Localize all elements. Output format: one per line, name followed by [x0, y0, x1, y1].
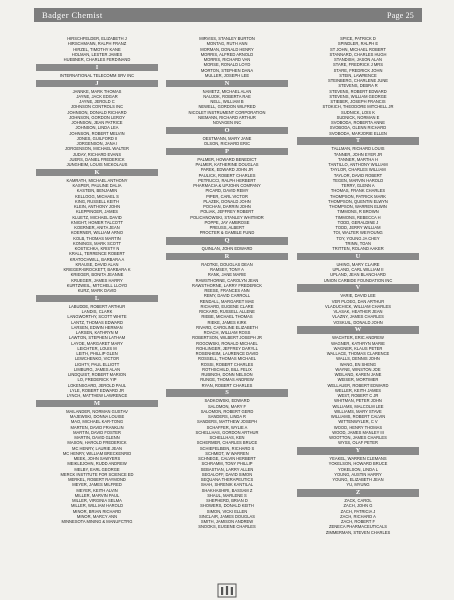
donor-name: ZENECA PHARMACEUTICALS: [328, 524, 387, 530]
donor-name: STANNARD, CHARLES HUGH: [329, 51, 387, 57]
donor-name: VER PLOEG, DAN ARTHUR: [331, 298, 385, 304]
donor-name: STEINBERG, CHARLENE JUNE: [327, 78, 389, 83]
donor-name: KASTEIN, BENJAMIN: [76, 188, 118, 194]
donor-name: KLEIN, ANTHONY JOHN: [73, 204, 121, 209]
donor-name: ST JOHN, MICHAEL ROBERT: [330, 46, 386, 52]
donor-name: JOHNSON, GORDON LEROY: [69, 114, 125, 120]
donor-name: LEWCHENKO, VICTOR: [74, 356, 120, 362]
donor-name: TEGEN, MARVIN HAROLD: [332, 177, 384, 183]
donor-name: SHEPHERD, BRIAN D: [206, 498, 248, 503]
donor-name: MC HENRY, WILLIAM BRECKENRID: [62, 450, 132, 456]
page-header: [34, 8, 422, 22]
donor-name: MINOR, MARCY ANN: [76, 513, 118, 519]
donor-name: YEAKEL, WARREN CLEMANS: [329, 456, 387, 461]
donor-name: MAO, MICHAEL KAR-TONG: [70, 419, 124, 425]
donor-name: WAYNE, WINSTON JOE: [335, 366, 381, 372]
donor-name: ROSSELL, THOMAS MICHAEL: [198, 356, 256, 362]
donor-name: SADKOWSKI, EDWARD: [204, 398, 250, 404]
donor-name: SHAKHASHIRI, BASSAM Z: [201, 487, 253, 493]
donor-name: MAILANDER, NORMAN GUSTAV: [66, 408, 128, 414]
donor-name: STEIN, LAWRENCE: [339, 72, 377, 78]
donor-name: SVOBODA, GLENN RICHARD: [329, 125, 387, 131]
donor-name: SVOBODA, MARJORIE ELLEN: [329, 130, 387, 136]
donor-name: PLAZEK, DONALD JOHN: [203, 198, 251, 204]
donor-name: SPICE, PATRICK D: [340, 36, 376, 41]
donor-name: LANTZ, THOMAS EDWARD: [71, 319, 123, 325]
donor-name: RICKARD, RUSSELL ALLENE: [199, 309, 255, 314]
donor-name: LARSEN, EDWIN HERMAN: [71, 324, 123, 330]
donor-name: WAGNER, KLAUS PETER: [333, 345, 383, 351]
donor-name: MARTEN, DAVID FRANKLIN: [70, 424, 124, 430]
donor-name: YOKELSON, LINDA L: [337, 466, 379, 472]
donor-name: JAYNE, JACK EDGAR: [76, 93, 118, 99]
donor-name: WOOTTON, JAMES CHARLES: [329, 435, 387, 440]
donor-name: MILLER, VIRGINIA SELMA: [72, 498, 122, 503]
donor-name: NOVAGEN INC: [212, 120, 242, 125]
donor-name: SVOBODA, ROBERTA ANNE: [331, 120, 385, 125]
donor-name: PIPER, CARL VICTOR: [206, 193, 248, 199]
donor-name: WILLIAMS, MARY STAVE: [334, 408, 382, 414]
donor-name: ROHLINGER, JEFFREY DARYLL: [196, 345, 258, 351]
donor-name: RAWSTHORNE, LARRY FREDERICK: [192, 282, 262, 288]
letter-heading: I: [36, 64, 158, 72]
donor-name: JONES, GUILFORD II: [76, 135, 118, 141]
donor-name: SCHRAMM, TONY PHILLIP: [201, 461, 253, 467]
donor-name: WALLS, DENNIS JOHN: [336, 356, 380, 362]
donor-name: MEYER, JAMES MILFRED: [72, 482, 122, 488]
donor-name: PICARD, DAVID REMY: [205, 188, 249, 194]
letter-heading: U: [297, 253, 419, 261]
letter-heading: J: [36, 80, 158, 88]
donor-name: ZACH, ROBERT F: [341, 519, 375, 524]
letter-heading: M: [36, 400, 158, 408]
letter-heading: P: [166, 148, 288, 156]
donor-name: YU, MYUNG: [346, 482, 370, 488]
donor-name: HIRSCHFELDER, ELIZABETH J: [67, 36, 127, 41]
donor-name: MARTIN, DAVID GLENN: [74, 435, 120, 440]
donor-name: SCHMIDT, W WARREN: [205, 450, 249, 456]
donor-name: REMY, DAVID CARROLL: [203, 293, 251, 299]
donor-name: STEVENS, ROBERT EDWARD: [329, 88, 387, 94]
donor-name: LYLE, ROBERT EDWARD JR: [69, 387, 125, 393]
letter-heading: Z: [297, 489, 419, 497]
donor-name: MULLER, JOSEPH LEE: [204, 72, 250, 78]
donor-name: SMITH, JAMISON ANDREW: [200, 519, 254, 524]
donor-name: KRIEGER-BROCKETT, BARBARA K: [63, 267, 131, 272]
donor-name: MARTIN, DAVID FOSTER: [73, 429, 121, 435]
donor-name: RIEBE, MICHAEL THOMAS: [201, 314, 253, 320]
donor-name: ROSENHEIM, LAURENCE DAVID: [195, 351, 259, 356]
donor-name: LINDQUIST, ROBERT MARION: [67, 372, 127, 377]
donor-name: MORMAN, DONALD HENRY: [200, 46, 254, 52]
donor-name: MINOR, BRIAN RICHARD: [72, 508, 122, 514]
donor-name: TAYLOR, DAVID ROBERT: [333, 172, 383, 178]
donor-name: JAYNE, JEROLD C: [79, 99, 115, 104]
donor-name: SEGALOFF, DAVID SIMON: [201, 471, 253, 477]
donor-name: NELL, WILLIAM B: [210, 99, 244, 104]
donor-name: SNOOKS, EUGENE CHARLES: [198, 524, 256, 530]
donor-name: LABUDDE, ROBERT ARTHUR: [68, 303, 126, 309]
donor-name: LAWTON, STEPHEN LATHAM: [68, 335, 126, 341]
donor-name: MILLER, WILLIAM HAROLD: [70, 503, 124, 509]
donor-name: RANK, JANE MARIE: [207, 272, 247, 278]
donor-name: VLADUCHICK, WILLIAM CHARLES: [325, 303, 391, 309]
donor-name: SINCLAIR, JAMES DOUGLAS: [199, 513, 255, 519]
donor-name: PAULICK, ROBERT CHARLES: [198, 172, 256, 178]
letter-heading: S: [166, 389, 288, 397]
donor-name: ROACH, WILLIAM ROSS: [203, 330, 251, 335]
donor-name: HUEBNER, CHARLES FERDINAND: [63, 57, 131, 62]
donor-name: TODD, JERRY WILLIAM: [335, 225, 381, 230]
donor-name: LIMBURG, JAMES ALAN: [73, 366, 121, 372]
donor-name: MC HENRY, LAURIE JEAN: [72, 445, 122, 451]
donor-name: TANNER, MARTHA H: [338, 156, 378, 162]
donor-name: RUBINOH, DONN NELSON: [201, 372, 253, 377]
donor-name: WALLACE, THOMAS CLARENCE: [326, 351, 390, 356]
donor-name: QUINLAN, JOHN EDWARD: [201, 246, 253, 251]
donor-name: POPPE, JAY AMBROSE: [204, 219, 250, 225]
donor-name: JOHNSON, LINDA LEA: [75, 125, 119, 131]
donor-name: WILLIAMS, MALCOLM LEE: [332, 403, 384, 409]
donor-name: YOKELSON, HOWARD BRUCE: [328, 461, 388, 467]
donor-name: MORRIS, ALFRED ARNOLD: [200, 51, 254, 57]
donor-name: SHAUL, MARLENE S: [207, 492, 247, 498]
donor-name: UPLAND, CARL WILLIAM II: [332, 267, 384, 272]
donor-name: ROTHSCHILD, BILL FELIX: [202, 366, 252, 372]
donor-name: WITTENWYLER, C V: [338, 419, 378, 425]
donor-name: JUERS, DANIEL FREDERICK: [69, 156, 125, 162]
donor-name: STEVENS, DEBRA R: [338, 83, 378, 89]
donor-name: PALMER, KATHERINE DOUGLAS: [195, 162, 259, 167]
donor-name: WAGNER, KATHRYN MARIE: [331, 340, 385, 346]
letter-heading: T: [297, 137, 419, 145]
letter-heading: R: [166, 253, 288, 261]
donor-name: WYSS, OLAF PETER: [338, 440, 378, 446]
donor-name: UPLAND, JEAN BLANCHARD: [330, 272, 386, 278]
donor-name: JORGENSON, MICHAEL WALTER: [65, 146, 129, 152]
donor-name: HIRSCHMANN, RALPH FRANZ: [67, 41, 127, 47]
donor-column-2: [166, 36, 288, 530]
donor-name: UNION CARBIDE FOUNDATION INC: [323, 277, 393, 283]
donor-name: TRITTEN, ROLAND AAKER: [332, 246, 384, 251]
letter-heading: Y: [297, 447, 419, 455]
donor-name: NAUJOK, ROBERTA RAE: [203, 93, 251, 99]
letter-heading: V: [297, 284, 419, 292]
donor-name: TALLMAN, RICHARD LOUIS: [331, 146, 385, 152]
donor-name: TANNER, JOHN EYER JR: [333, 151, 383, 157]
donor-name: WACHTER, ERIC ANDREW: [332, 335, 384, 341]
donor-name: JUDAY, RICHARD EVANS: [72, 151, 122, 157]
donor-name: JORGENSON, JANA I: [76, 141, 118, 146]
donor-name: WEISER, MORTIMER: [337, 377, 379, 383]
donor-name: WELLER, KEITH JAMES: [335, 387, 381, 393]
donor-name: LEITH, PHILLIP GLEN: [76, 351, 118, 356]
publication-logo-icon: [217, 583, 237, 598]
donor-name: KRIEGER, BONITA JEANNE: [70, 272, 124, 278]
donor-name: POLICHNOWSKI, STANLEY WHITMOR: [190, 214, 264, 220]
donor-name: WEST, ROBERT C JR: [337, 393, 379, 398]
donor-name: MINNESOTA MINING & MANUFCTRG: [61, 519, 133, 524]
donor-name: KING, RUSSELL KEITH: [75, 198, 119, 204]
donor-name: KOLB, THOMAS MARTIN: [73, 235, 121, 241]
donor-name: TOI, WALTER WEIYOUNG: [333, 230, 383, 236]
donor-name: OESTMANN, MARY JANE: [202, 135, 252, 141]
donor-name: LOKENSGARD, JEROLD PAUL: [67, 382, 127, 388]
donor-name: LIGHTY, PAUL ELLIOTT: [74, 361, 120, 367]
donor-name: KOSTICHKA, KRISTY N: [74, 246, 120, 251]
donor-name: HOLMAN, LESTER JAMES: [71, 51, 123, 57]
donor-name: KAMRATH, MICHAEL ANTHONY: [66, 177, 128, 183]
donor-name: MORRIS, RICHARD VAN: [203, 57, 251, 62]
donor-name: MERKEL, ROBERT RAYMOND: [68, 477, 126, 482]
donor-name: SEQUANA THERAPEUTICS: [200, 477, 254, 482]
donor-name: YOUNG, AUSTIN HARRY: [334, 471, 382, 477]
donor-name: TIMMONS, REBECCA H: [335, 214, 381, 220]
donor-name: PAREK, EDWARD JOHN JR: [200, 167, 254, 173]
donor-name: NIEMANN, RICHARD ARTHUR: [198, 114, 256, 120]
donor-name: KRUEGER, JAMES HARRY: [71, 277, 123, 283]
donor-name: RADTKE, DOUGLAS DEAN: [201, 261, 253, 267]
donor-name: ZACH, JOHN G: [343, 503, 373, 509]
donor-name: OLSON, RICHARD ERIC: [203, 141, 251, 146]
donor-name: MAJEWSKI, DONNA LOUISE: [69, 414, 125, 419]
donor-name: TAYLOR, CHARLES WILLIAM: [330, 167, 386, 173]
donor-name: THOMPSON, QUENTIN ELWYN: [328, 198, 388, 204]
donor-name: MEIKLEJOHN, RUDD ANDREW: [67, 461, 127, 467]
donor-name: STARE, FREDRICK JOHN: [333, 67, 383, 73]
donor-column-1: [36, 36, 158, 524]
donor-name: TANTILLO, ANTHONY WILLIAM: [328, 162, 388, 167]
letter-heading: N: [166, 80, 288, 88]
donor-name: KASPER, PAULINE DALIA: [72, 183, 122, 188]
donor-name: THOMPSON, PATRICK MARK: [329, 193, 387, 199]
donor-name: MIRVISS, STANLEY BURTON: [199, 36, 255, 41]
donor-name: RAMSEY, TONY A: [210, 267, 244, 272]
donor-name: MILLER, MARVIN PAUL: [74, 492, 120, 498]
donor-name: STIEBER, JOSEPH FRANCIS: [330, 99, 386, 104]
donor-name: RAWSTHORNE, CAROLYN JEAN: [195, 277, 259, 283]
donor-name: KOERNER, WILLIAM ARNO: [70, 230, 124, 236]
donor-name: VOSKUIL, DONALD JOHN: [333, 319, 383, 325]
donor-name: LYNCH, MATTHEW LAWRENCE: [66, 393, 128, 398]
donor-name: WOOD, JAMES MANLEY III: [332, 429, 384, 435]
donor-name: WOOD, HENRY THOMAS: [333, 424, 383, 430]
donor-name: MEEK, JOHN SAWYERS: [73, 456, 121, 461]
donor-name: VLASAK, HEATHER JEAN: [333, 309, 383, 314]
donor-name: TIMMONS, R BROWN: [337, 209, 379, 215]
letter-heading: Q: [166, 237, 288, 245]
donor-name: MORSE, RONALD LOYD: [203, 62, 251, 68]
donor-name: MEYER, KEITH ALVIN: [76, 487, 118, 493]
donor-name: SUDNICK, NORMAN E: [336, 114, 380, 120]
donor-name: KONINGS, MARK SCOTT: [73, 240, 121, 246]
donor-name: PALMER, HOWARD BENEDICT: [197, 156, 257, 162]
donor-name: LAYOE, MARGARET MARY: [71, 340, 123, 346]
donor-name: ROBERTSON, WILBERT JOSEPH JR: [192, 335, 262, 341]
letter-heading: W: [297, 326, 419, 334]
donor-name: THOMAS, FRANK CHARLES: [330, 188, 386, 194]
donor-name: KLEPPINGER, JAMES: [75, 209, 119, 215]
letter-heading: L: [36, 295, 158, 303]
donor-name: SCHNEGE, CALVIN HERBERT: [198, 456, 256, 461]
donor-name: MERCK INSTITUTE FOR SCIENCE ED: [60, 471, 134, 477]
donor-name: JOHNSON CONTROLS INC: [70, 104, 124, 110]
donor-name: SANDERS, LINDA R: [208, 414, 246, 419]
donor-name: LO, FREDERICK YIP: [77, 377, 117, 383]
donor-name: SHOWERS, DONALD KEITH: [200, 503, 254, 509]
donor-name: RICHARD, EUGENE CLARE: [200, 303, 254, 309]
donor-name: NEWELL, GORDON WILFRED: [198, 104, 256, 110]
donor-name: KRALL, TERRENCE ROBERT: [69, 251, 125, 257]
donor-name: VLAZNY, JAMES CHARLES: [332, 314, 384, 320]
donor-name: TODD, GERALDINE J: [337, 219, 379, 225]
donor-name: PROCTER & GAMBLE FUND: [199, 230, 255, 236]
donor-name: POCHAN, DARRIN JOHN: [203, 204, 251, 209]
donor-name: STARE, FREDRICK J MRS: [333, 62, 383, 68]
donor-name: TRINN, TOAN: [344, 240, 371, 246]
donor-name: THOMPSON, WARREN ELWIN: [329, 204, 387, 209]
donor-name: ZACK, CAROL: [344, 498, 372, 503]
donor-name: SALOMON, MARY F: [207, 403, 247, 409]
donor-name: YOUNG, ELIZABETH JEAN: [332, 477, 384, 482]
donor-name: KURTZWEIL, MITCHELL LLOYD: [66, 282, 128, 288]
donor-name: POLIAK, JEFFREY ROBERT: [200, 209, 254, 215]
donor-name: RIEKE, JAMES KIRK: [207, 319, 247, 325]
donor-name: MASON, HAROLD FREDERICK: [67, 440, 127, 446]
donor-name: KLUETZ, MICHAEL DAVID: [72, 214, 122, 220]
donor-name: KRATOCHWILL, BARBARA A: [69, 256, 125, 262]
donor-name: KOERNER, ANITA JEAN: [74, 225, 120, 230]
donor-name: HIRZEL, TIMOTHY KANE: [73, 46, 121, 52]
donor-name: SCHELLHAS, KEN: [209, 435, 245, 440]
donor-name: ZACH, PATRICIA J: [340, 508, 376, 514]
donor-name: RUNGE, THOMAS ANDREW: [200, 377, 254, 383]
donor-name: LEICHTER, LOUIS M: [77, 345, 117, 351]
donor-name: ROSSI, ROBERT CHARLES: [200, 361, 254, 367]
donor-name: PREUSS, ALBERT: [209, 225, 245, 230]
donor-name: JUNGHEIM, LOUIS NICKOLAUS: [66, 162, 128, 167]
donor-name: SPINDLER, RALPH E: [337, 41, 379, 47]
donor-name: STEVENS, WILLIAM GEORGE: [329, 93, 387, 99]
donor-name: SIMON, VICKI ELLEN: [206, 508, 248, 514]
donor-name: LANDIS, CLARK: [81, 309, 113, 314]
donor-name: SCHELLHAS, GORDON ARTHUR: [195, 429, 259, 435]
donor-name: WANG, EN SHENG: [339, 361, 377, 367]
donor-name: INTERNATIONAL TELECOMM SRV INC: [59, 72, 135, 78]
donor-name: NICOLET INSTRUMENT CORPORATION: [188, 109, 266, 115]
donor-name: JOHNSON, DONALD RICHARD: [67, 109, 127, 115]
donor-name: PHARMACIA & UPJOHN COMPANY: [193, 183, 261, 188]
donor-name: TERRY, GLENN A: [341, 183, 375, 188]
donor-name: RYAN, ROBERT CHARLES: [201, 382, 253, 388]
donor-name: SCHAFFER, WYLIE A: [206, 424, 248, 430]
donor-name: PETRUCCI, RALPH HERBERT: [198, 177, 256, 183]
donor-name: MONTAG, RUTH ANN: [206, 41, 248, 47]
donor-name: SEBASTIAN, LARRY ALLEN: [200, 466, 254, 472]
donor-name: RENDALL, MARGARET MAE: [199, 298, 255, 304]
donor-name: WEILAND, KAREN JANE: [334, 372, 382, 377]
donor-name: SCHIEFELBEIN, RICHARD S: [199, 445, 255, 451]
donor-name: JOHNSON, ROBERT MELVIN: [69, 130, 125, 136]
donor-name: SANDERS, MATTHEW JOSEPH: [197, 419, 257, 425]
donor-name: KNIGHT, HOMER TALCOTT: [71, 219, 123, 225]
donor-name: WILLIAMS, ROBERT CALVIN: [330, 414, 386, 419]
letter-heading: O: [166, 127, 288, 135]
donor-name: LARSEN, KATHRYN M: [75, 330, 119, 335]
donor-name: JOHNSON, JEAN PATRICE: [71, 120, 123, 125]
donor-name: SUDNICK, LOIS K: [341, 109, 375, 115]
donor-name: MELBY, EARL GEORGE: [74, 466, 120, 472]
page-number: Page 25: [387, 10, 414, 20]
donor-name: STANDISH, JASON ALAN: [334, 57, 382, 62]
donor-name: SCHERMER, CHARLES BRUCE: [196, 440, 258, 446]
publication-title: Badger Chemist: [42, 10, 103, 20]
donor-name: REESE, FRANCES ANN: [204, 288, 250, 293]
donor-name: JANNKE, MARK THOMAS: [72, 88, 122, 94]
donor-name: VARIE, DAVID LEE: [340, 293, 376, 299]
donor-name: STOKICH, THEODORE MITCHELL JR: [322, 104, 394, 110]
donor-name: KRAUSE, DAVID ALAN: [75, 261, 119, 267]
donor-name: RIVARD, CAROLINE ELIZABETH: [196, 324, 258, 330]
donor-name: MORTON, STEPHEN DANA: [200, 67, 254, 73]
letter-heading: K: [36, 169, 158, 177]
donor-name: SALOMON, ROBERT GERD: [200, 408, 254, 414]
donor-name: LANGWORTHY, SCOTT WHITE: [67, 314, 127, 320]
donor-name: SHAH, SHRENIK KANTILAL: [200, 482, 254, 488]
donor-name: ROGOWSKI, RONALD MICHAEL: [196, 340, 258, 346]
donor-name: ZIMMERMAN, STEVEN CHARLES: [325, 529, 391, 535]
donor-name: WHITMAN, PETER JOHN: [334, 398, 382, 404]
donor-name: ZACH, RICHARD A: [340, 513, 376, 519]
donor-name: KELLOGG, MICHAEL S: [75, 193, 119, 199]
donor-name: UHING, MARY CLAIRE: [336, 261, 380, 267]
donor-name: KURZ, MARK DAVID: [77, 288, 117, 293]
donor-column-3: [297, 36, 419, 535]
donor-name: TOY, YOUNG JA CHEY: [336, 235, 380, 241]
donor-name: NAMETZ, MICHAEL ALAN: [202, 88, 252, 94]
donor-name: WELLAUER, ROBERT EDWARD: [327, 382, 389, 388]
